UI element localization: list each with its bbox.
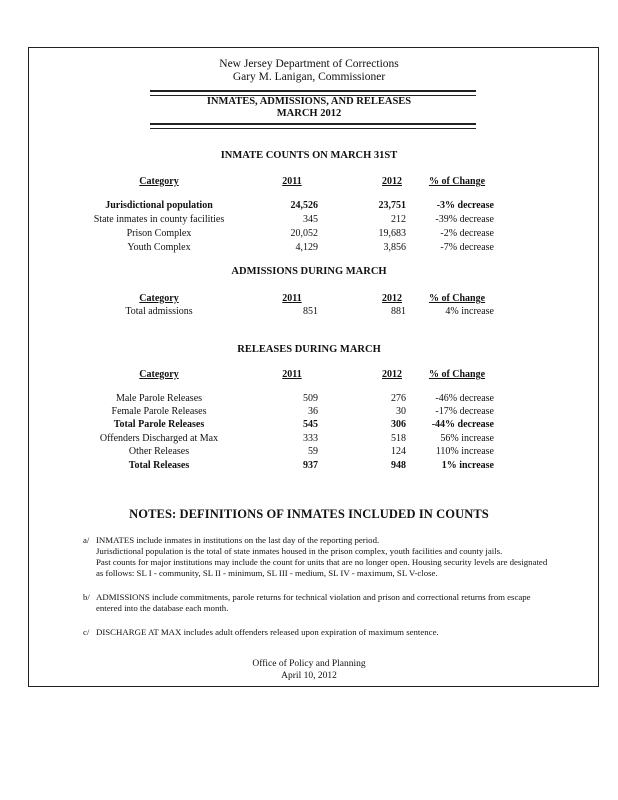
note-a-line: as follows: SL I - community, SL II - minimum, SL III - medium, SL IV - maximum, SL V-close.: [96, 568, 438, 578]
note-c-line: DISCHARGE AT MAX includes adult offenders released upon expiration of maximum sentence.: [96, 627, 439, 637]
row-change: -3% decrease: [436, 200, 494, 211]
col-header-category: Category: [139, 369, 179, 380]
note-c-marker: c/: [83, 627, 90, 637]
note-a-line: Jurisdictional population is the total of state inmates housed in the prison complex, youth facilities and county jails.: [96, 546, 503, 556]
row-category: Male Parole Releases: [115, 393, 203, 404]
note-b-line: entered into the database each month.: [96, 603, 229, 613]
row-value-2011: 509: [303, 393, 318, 404]
row-category: Total Parole Releases: [113, 419, 205, 430]
note-b-line: ADMISSIONS include commitments, parole returns for technical violation and prison and correctional returns from escape: [96, 592, 531, 602]
row-value-2012: 881: [391, 306, 406, 317]
row-value-2012: 212: [391, 214, 406, 225]
row-value-2011: 545: [303, 419, 318, 430]
row-change: 110% increase: [435, 446, 494, 457]
row-value-2011: 333: [303, 433, 318, 444]
col-header-change: % of Change: [428, 176, 486, 187]
note-a-marker: a/: [83, 535, 90, 545]
row-category: Prison Complex: [126, 228, 192, 239]
row-value-2011: 36: [308, 406, 318, 417]
row-value-2011: 24,526: [290, 200, 318, 211]
row-value-2011: 4,129: [295, 242, 318, 253]
row-value-2012: 948: [391, 460, 406, 471]
row-change: -7% decrease: [440, 242, 494, 253]
note-b: [96, 592, 531, 614]
row-value-2011: 345: [303, 214, 318, 225]
note-c: [96, 627, 439, 638]
row-change: -2% decrease: [440, 228, 494, 239]
footer-date: April 10, 2012: [281, 671, 337, 681]
row-category: Total admissions: [125, 306, 193, 317]
row-change: -17% decrease: [435, 406, 494, 417]
releases-heading: RELEASES DURING MARCH: [237, 344, 381, 355]
row-category: Youth Complex: [127, 242, 191, 253]
row-category: Offenders Discharged at Max: [99, 433, 219, 444]
row-category: Other Releases: [128, 446, 190, 457]
row-category: Jurisdictional population: [105, 200, 213, 211]
report-month: MARCH 2012: [276, 108, 342, 119]
row-change: -44% decrease: [431, 419, 494, 430]
row-change: 56% increase: [440, 433, 494, 444]
row-value-2012: 276: [391, 393, 406, 404]
row-change: -46% decrease: [435, 393, 494, 404]
row-value-2012: 124: [391, 446, 406, 457]
title-rule-bottom: [150, 123, 476, 129]
notes-title: NOTES: DEFINITIONS OF INMATES INCLUDED IN COUNTS: [129, 507, 489, 521]
row-value-2011: 937: [303, 460, 318, 471]
col-header-2012: 2012: [382, 369, 402, 380]
row-change: 4% increase: [445, 306, 494, 317]
row-value-2012: 306: [391, 419, 406, 430]
row-value-2012: 23,751: [378, 200, 406, 211]
col-header-2011: 2011: [282, 176, 302, 187]
col-header-change: % of Change: [428, 293, 486, 304]
row-category: Female Parole Releases: [111, 406, 207, 417]
col-header-2012: 2012: [382, 293, 402, 304]
row-category: State inmates in county facilities: [93, 214, 225, 225]
commissioner-name: Gary M. Lanigan, Commissioner: [232, 71, 386, 83]
row-value-2012: 19,683: [378, 228, 406, 239]
report-frame: [28, 47, 599, 687]
col-header-2011: 2011: [282, 369, 302, 380]
row-value-2012: 30: [396, 406, 406, 417]
report-title: INMATES, ADMISSIONS, AND RELEASES: [206, 96, 412, 107]
row-value-2011: 59: [308, 446, 318, 457]
col-header-category: Category: [139, 293, 179, 304]
footer-office: Office of Policy and Planning: [252, 659, 366, 669]
col-header-category: Category: [139, 176, 179, 187]
note-a-line: INMATES include inmates in institutions on the last day of the reporting period.: [96, 535, 380, 545]
row-value-2011: 20,052: [290, 228, 318, 239]
row-change: -39% decrease: [435, 214, 494, 225]
row-value-2011: 851: [303, 306, 318, 317]
col-header-2012: 2012: [382, 176, 402, 187]
counts-heading: INMATE COUNTS ON MARCH 31ST: [220, 150, 398, 161]
department-name: New Jersey Department of Corrections: [219, 58, 399, 70]
col-header-2011: 2011: [282, 293, 302, 304]
row-value-2012: 3,856: [383, 242, 406, 253]
col-header-change: % of Change: [428, 369, 486, 380]
note-a-line: Past counts for major institutions may include the count for units that are no longer open. Housing security levels are designated: [96, 557, 548, 567]
row-category: Total Releases: [128, 460, 190, 471]
row-value-2012: 518: [391, 433, 406, 444]
admissions-heading: ADMISSIONS DURING MARCH: [231, 266, 387, 277]
note-a: [96, 535, 547, 579]
row-change: 1% increase: [441, 460, 494, 471]
note-b-marker: b/: [83, 592, 90, 602]
